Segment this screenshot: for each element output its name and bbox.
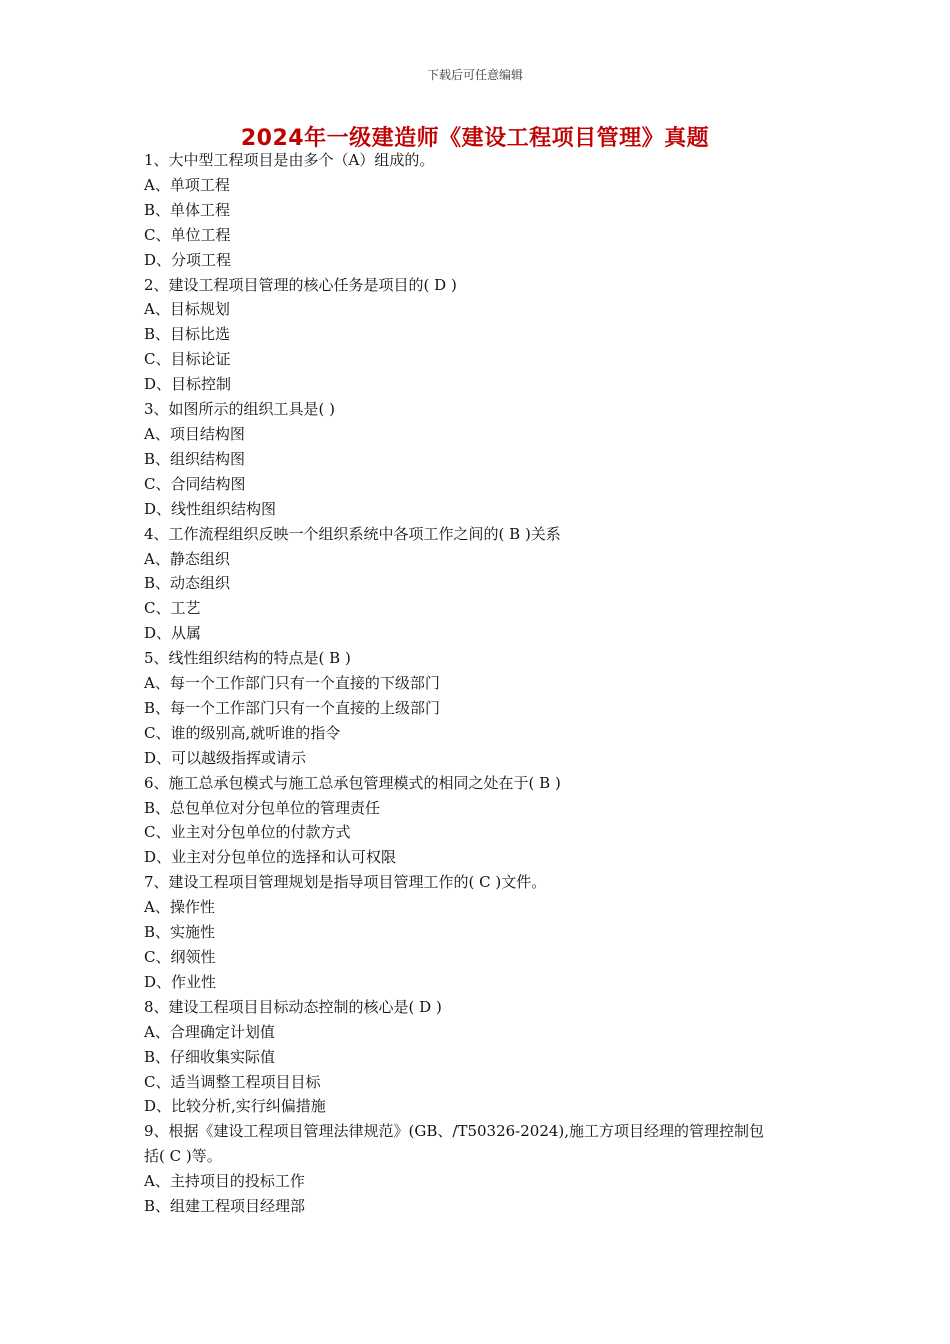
option-text: D、比较分析,实行纠偏措施 [144,1097,326,1116]
option-text: A、静态组织 [144,549,230,568]
question-text-continuation: 括( C )等。 [144,1147,222,1166]
option-text: C、业主对分包单位的付款方式 [144,823,351,842]
option-text: D、分项工程 [144,250,232,269]
option-text: C、工艺 [144,599,201,618]
question-text: 2、建设工程项目管理的核心任务是项目的( D ) [144,275,457,294]
option-text: B、仔细收集实际值 [144,1047,276,1066]
question-text: 6、施工总承包模式与施工总承包管理模式的相同之处在于( B ) [144,773,561,792]
option-text: D、可以越级指挥或请示 [144,748,307,767]
question-text: 1、大中型工程项目是由多个（A）组成的。 [144,151,435,169]
question-list [144,148,816,1219]
option-text: C、合同结构图 [144,474,246,493]
option-text: B、总包单位对分包单位的管理责任 [144,798,381,817]
option-text: A、单项工程 [144,175,230,194]
question-text: 3、如图所示的组织工具是( ) [144,400,336,419]
option-text: C、谁的级别高,就听谁的指令 [144,723,341,742]
document-title: 2024年一级建造师《建设工程项目管理》真题 [240,126,710,151]
option-text: B、每一个工作部门只有一个直接的上级部门 [144,698,441,717]
option-text: D、从属 [144,624,202,643]
option-text: B、单体工程 [144,200,231,219]
option-text: D、业主对分包单位的选择和认可权限 [144,848,397,867]
option-text: B、动态组织 [144,574,231,593]
option-text: D、目标控制 [144,375,232,394]
option-text: A、合理确定计划值 [144,1022,275,1041]
question-text: 4、工作流程组织反映一个组织系统中各项工作之间的( B )关系 [144,524,561,543]
option-text: C、适当调整工程项目目标 [144,1072,321,1091]
header-note: 下载后可任意编辑 [426,68,523,82]
option-text: C、纲领性 [144,948,216,966]
option-text: B、目标比选 [144,325,231,344]
question-text: 8、建设工程项目目标动态控制的核心是( D ) [144,997,442,1016]
option-text: A、目标规划 [144,300,230,319]
option-text: A、项目结构图 [144,424,245,443]
option-text: C、单位工程 [144,225,231,244]
option-text: B、实施性 [144,923,216,942]
question-text: 9、根据《建设工程项目管理法律规范》(GB、/T50326-2024),施工方项目经理的管理控制包 [144,1122,765,1141]
option-text: C、目标论证 [144,350,231,369]
option-text: A、主持项目的投标工作 [144,1172,305,1191]
option-text: A、操作性 [144,898,215,917]
option-text: B、组织结构图 [144,449,246,468]
option-text: B、组建工程项目经理部 [144,1197,306,1216]
option-text: A、每一个工作部门只有一个直接的下级部门 [144,674,440,693]
question-text: 7、建设工程项目管理规划是指导项目管理工作的( C )文件。 [144,873,547,892]
option-text: D、线性组织结构图 [144,499,277,518]
question-text: 5、线性组织结构的特点是( B ) [144,649,351,668]
option-text: D、作业性 [144,972,217,991]
